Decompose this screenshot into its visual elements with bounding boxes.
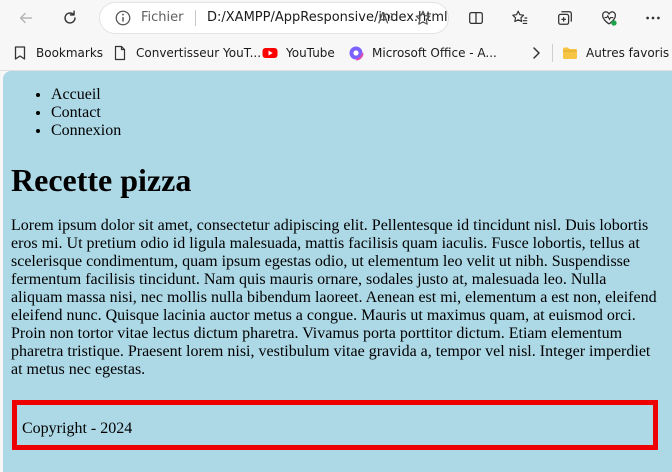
favorites-list-icon <box>511 9 529 27</box>
footer <box>12 400 658 450</box>
page-content <box>11 71 661 437</box>
browser-toolbar <box>0 0 672 36</box>
url-text[interactable]: D:/XAMPP/AppResponsive/index.html <box>207 10 448 25</box>
office-icon <box>348 45 364 61</box>
more-dots-icon <box>644 9 662 27</box>
favorite-star-icon[interactable] <box>414 9 432 27</box>
page-icon <box>112 45 128 61</box>
address-bar[interactable] <box>100 3 448 33</box>
back-button[interactable] <box>12 4 40 32</box>
back-arrow-icon <box>17 9 35 27</box>
collections-button[interactable] <box>551 4 579 32</box>
address-separator <box>195 10 196 26</box>
bookmark-item-youtube[interactable] <box>262 43 335 63</box>
menu-button[interactable] <box>639 4 667 32</box>
page-viewport <box>3 71 672 472</box>
bookmark-label: Convertisseur YouT... <box>136 46 262 60</box>
bookmarks-separator <box>552 44 553 62</box>
info-icon[interactable] <box>114 9 132 27</box>
bookmarks-overflow-button[interactable] <box>528 43 552 63</box>
body-paragraph: Lorem ipsum dolor sit amet, consectetur adipiscing elit. Pellentesque id tincidunt nisl. Duis lobortis eros mi. Ut pretium odio id ligula malesuada, mattis facilisis quam iaculis. Fusce lobortis, tellus at scelerisque condimentum, quam ipsum egestas odio, ut elementum leo velit ut nibh. Suspendisse fermentum facilisis tincidunt. Nam quis mauris ornare, sodales justo at, malesuada leo. Nulla aliquam massa nisi, nec mollis nulla bibendum laoreet. Aenean est mi, elementum a est non, eleifend eleifend nunc. Quisque lacinia auctor metus a congue. Mauris ut maximus quam, at euismod orci. Proin non tortor vitae lectus dictum pharetra. Vivamus porta porttitor dictum. Etiam elementum pharetra tristique. Praesent lorem nisi, vestibulum vitae gravida a, tempor vel nisl. Integer imperdiet at metus nec egestas. <box>11 217 657 378</box>
chevron-right-icon <box>528 45 544 61</box>
heart-pulse-icon <box>600 9 618 27</box>
browser-essentials-button[interactable] <box>595 4 623 32</box>
scheme-label: Fichier <box>141 10 184 25</box>
nav-menu <box>11 86 661 140</box>
bookmark-item-office[interactable] <box>348 43 497 63</box>
bookmark-item-bookmarks[interactable] <box>12 43 103 63</box>
bookmark-label: Bookmarks <box>36 46 104 60</box>
page-title: Recette pizza <box>11 162 192 198</box>
other-favorites-folder[interactable] <box>562 43 669 63</box>
bookmark-label: Microsoft Office - A... <box>372 46 497 60</box>
nav-item-contact[interactable]: • Contact <box>51 104 661 122</box>
bookmark-icon <box>12 45 28 61</box>
read-aloud-icon[interactable] <box>376 9 394 27</box>
bookmark-label: YouTube <box>286 46 335 60</box>
bookmarks-bar <box>0 36 672 71</box>
other-favorites-label: Autres favoris <box>586 46 670 60</box>
nav-item-accueil[interactable]: • Accueil <box>51 86 661 104</box>
collections-icon <box>556 9 574 27</box>
split-screen-button[interactable] <box>462 4 490 32</box>
favorites-button[interactable] <box>506 4 534 32</box>
refresh-button[interactable] <box>56 4 84 32</box>
bookmark-item-convertisseur[interactable] <box>112 43 261 63</box>
refresh-icon <box>61 9 79 27</box>
folder-icon <box>562 45 578 61</box>
footer-copyright: Copyright - 2024 <box>22 420 133 437</box>
nav-item-connexion[interactable]: • Connexion <box>51 122 661 140</box>
youtube-icon <box>262 45 278 61</box>
split-screen-icon <box>467 9 485 27</box>
